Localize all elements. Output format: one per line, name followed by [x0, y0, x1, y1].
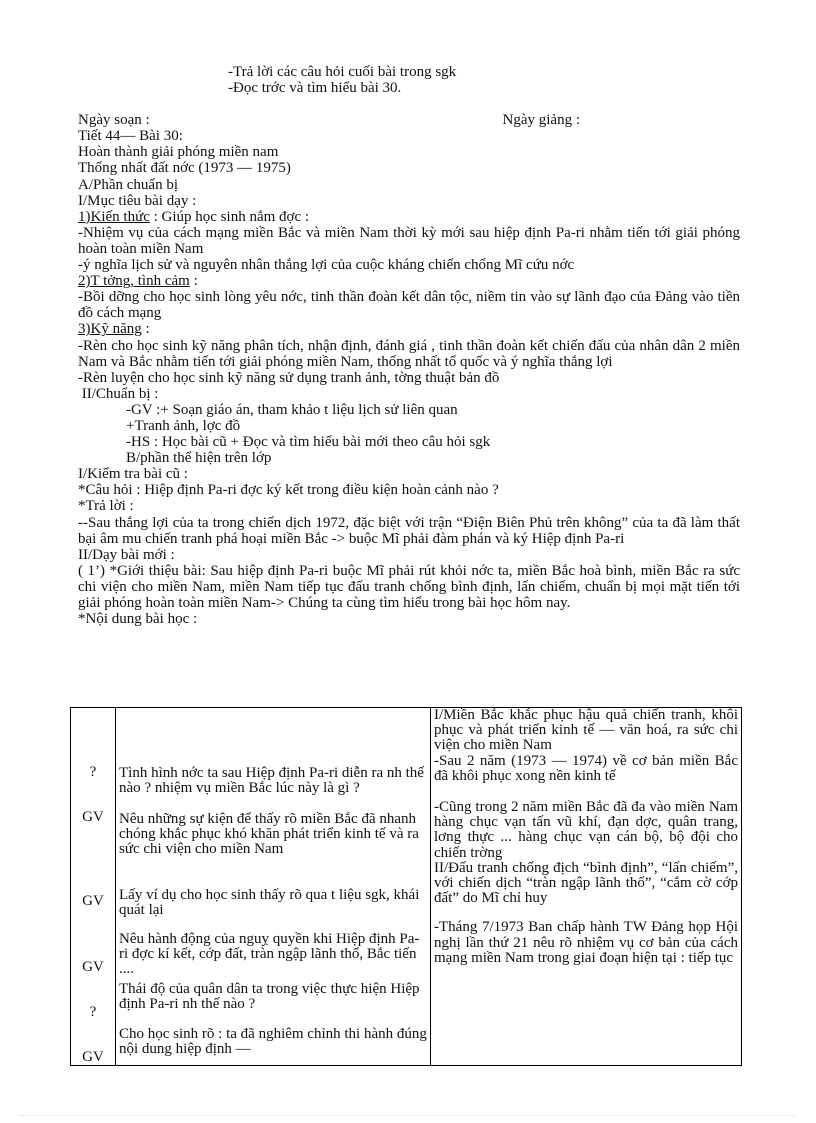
- prep-item: -GV :+ Soạn giáo án, tham khảo t liệu lịch sử liên quan: [126, 401, 458, 418]
- content-text: II/Đấu tranh chống địch “bình định”, “lấn chiếm”, với chiến dịch “tràn ngập lãnh thổ”, “cắm cờ cớp đất” do Mĩ chỉ huy: [434, 859, 738, 907]
- content-text: -Sau 2 năm (1973 — 1974) về cơ bản miền Bắc đã khôi phục xong nền kinh tế: [434, 752, 738, 784]
- knowledge-label: 1)Kiến thức: [78, 208, 150, 225]
- activity-column: [116, 708, 431, 1066]
- content-text: -Tháng 7/1973 Ban chấp hành TW Đảng họp Hội nghị lần thứ 21 nêu rõ nhiệm vụ cơ bản của cách mạng miền Nam trong giai đoạn hiện tại : tiếp tục: [434, 919, 738, 966]
- homework-line: -Đọc trớc và tìm hiểu bài 30.: [228, 80, 402, 97]
- section-heading: I/Mục tiêu bài dạy :: [78, 192, 197, 209]
- lesson-code: Tiết 44— Bài 30:: [78, 128, 183, 145]
- skill-label: 3)Kỹ năng: [78, 321, 142, 338]
- activity-text: Cho học sinh rõ : ta đã nghiêm chỉnh thi hành đúng nội dung hiệp định —: [119, 1026, 427, 1058]
- activity-text: Tình hình nớc ta sau Hiệp định Pa-ri diễn ra nh thế nào ? nhiệm vụ miền Bắc lúc này là gì ?: [119, 765, 424, 797]
- role-column: [71, 708, 116, 1066]
- page-footer-rule: [20, 1115, 796, 1116]
- prep-item: -HS : Học bài cũ + Đọc và tìm hiểu bài mới theo câu hỏi sgk: [126, 434, 491, 451]
- content-column: [431, 708, 742, 1066]
- activity-text: Nêu những sự kiện để thấy rõ miền Bắc đã nhanh chóng khắc phục khó khăn phát triển kinh tế và ra sức chi viện cho miền Nam: [119, 811, 419, 858]
- section-heading: A/Phần chuẩn bị: [78, 176, 178, 193]
- role-mark: ?: [89, 764, 97, 780]
- paragraph: -ý nghĩa lịch sử và nguyên nhân thắng lợi của cuộc kháng chiến chống Mĩ cứu nớc: [78, 257, 575, 274]
- paragraph: -Rèn luyện cho học sinh kỹ năng sử dụng tranh ảnh, tờng thuật bản đồ: [78, 369, 500, 386]
- paragraph: -Rèn cho học sinh kỹ năng phân tích, nhận định, đánh giá , tinh thần đoàn kết chiến đấu của nhân dân 2 miền Nam và Bắc nhằm tiến tới giải phóng miền Nam, thống nhất tổ quốc và ý nghĩa thắng lợi: [78, 337, 740, 370]
- knowledge-rest: : Giúp học sinh nắm đợc :: [149, 208, 310, 225]
- paragraph: --Sau thắng lợi của ta trong chiến dịch 1972, đặc biệt với trận “Điện Biên Phủ trên không” của ta đã làm thất bại âm mu chiến tranh phá hoại miền Bắc -> buộc Mĩ phải đàm phán và ký Hiệp định Pa-ri: [78, 514, 740, 547]
- activity-text: Thái độ của quân dân ta trong việc thực hiện Hiệp định Pa-ri nh thế nào ?: [119, 981, 420, 1013]
- skill-rest: :: [141, 321, 150, 338]
- role-mark: GV: [82, 893, 104, 910]
- table-row: [71, 708, 742, 1066]
- attitude-label: 2)T tởng, tình cảm: [78, 273, 190, 290]
- lesson-title: Hoàn thành giải phóng miền nam: [78, 144, 279, 161]
- date-row: [78, 112, 740, 128]
- section-heading: II/Dạy bài mới :: [78, 546, 175, 563]
- date-prepared: Ngày soạn :: [78, 112, 150, 129]
- activity-text: Nêu hành động của nguỵ quyền khi Hiệp định Pa-ri đợc kí kết, cớp đất, tràn ngập lãnh thổ, Bắc tiến ....: [119, 931, 420, 978]
- date-taught: Ngày giảng :: [502, 112, 580, 129]
- content-text: I/Miền Bắc khắc phục hậu quả chiến tranh, khôi phục và phát triển kinh tế — văn hoá, ra sức chi viện cho miền Nam: [434, 707, 738, 754]
- lesson-table: [70, 707, 742, 1066]
- paragraph: -Bồi dỡng cho học sinh lòng yêu nớc, tinh thần đoàn kết dân tộc, niềm tin vào sự lãnh đạo của Đảng vào tiền đồ cách mạng: [78, 289, 740, 322]
- role-mark: GV: [82, 1049, 104, 1066]
- role-mark: GV: [82, 809, 104, 826]
- lesson-title: Thống nhất đất nớc (1973 — 1975): [78, 160, 291, 177]
- document-body: [78, 64, 740, 627]
- role-mark: ?: [89, 1003, 97, 1020]
- section-heading: I/Kiểm tra bài cũ :: [78, 466, 188, 483]
- prep-item: +Tranh ảnh, lợc đồ: [126, 417, 241, 434]
- content-label: *Nội dung bài học :: [78, 611, 198, 628]
- role-mark: GV: [82, 958, 104, 975]
- content-text: -Cũng trong 2 năm miền Bắc đã đa vào miền Nam hàng chục vạn tấn vũ khí, đạn dợc, quân trang, lơng thực ... hàng chục vạn cán bộ, bộ đội cho chiến trờng: [434, 799, 738, 861]
- knowledge-heading: [78, 209, 740, 225]
- attitude-rest: :: [189, 273, 198, 290]
- skill-heading: [78, 321, 740, 337]
- homework-line: -Trả lời các câu hỏi cuối bài trong sgk: [228, 64, 457, 80]
- answer-label: *Trả lời :: [78, 498, 134, 515]
- activity-text: Lấy ví dụ cho học sinh thấy rõ qua t liệu sgk, khái quát lại: [119, 887, 420, 919]
- paragraph: -Nhiệm vụ của cách mạng miền Bắc và miền Nam thời kỳ mới sau hiệp định Pa-ri nhằm tiến tới giải phóng hoàn toàn miền Nam: [78, 224, 740, 257]
- section-heading: II/Chuẩn bị :: [78, 385, 159, 402]
- attitude-heading: [78, 273, 740, 289]
- prep-item: B/phần thể hiện trên lớp: [126, 450, 272, 467]
- paragraph: ( 1’) *Giới thiệu bài: Sau hiệp định Pa-ri buộc Mĩ phải rút khỏi nớc ta, miền Bắc hoà bình, miền Bắc ra sức chi viện cho miền Nam, miền Nam tiếp tục đấu tranh chống bình định, lấn chiếm, chuẩn bị mọi mặt tiến tới giải phóng hoàn toàn miền Nam-> Chúng ta cùng tìm hiểu trong bài học hôm nay.: [78, 562, 740, 611]
- question: *Câu hỏi : Hiệp định Pa-ri đợc ký kết trong điều kiện hoàn cảnh nào ?: [78, 482, 499, 499]
